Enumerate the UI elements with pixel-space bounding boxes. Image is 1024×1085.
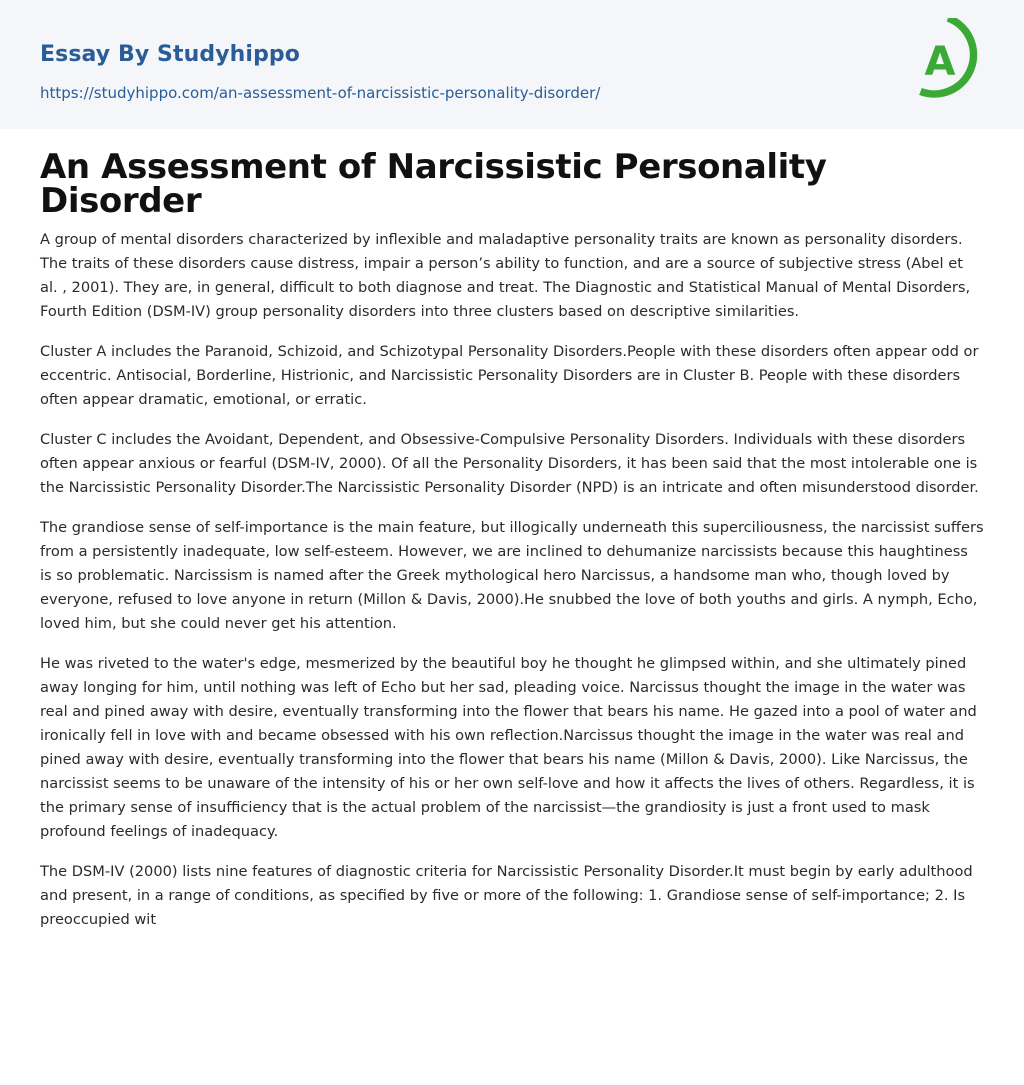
paragraph-5: He was riveted to the water's edge, mesmerized by the beautiful boy he thought he glimpsed within, and she ultimately pined away longing for him, until nothing was left of Echo but her sad, pleading voice. Narcissus thought the image in the water was real and pined away with desire, eventually transforming into the flower that bears his name. He gazed into a pool of water and ironically fell in love with and became obsessed with his own reflection.Narcissus thought the image in the water was real and pined away with desire, eventually transforming into the flower that bears his name (Millon & Davis, 2000). Like Narcissus, the narcissist seems to be unaware of the intensity of his or her own self-love and how it affects the lives of others. Regardless, it is the primary sense of insufficiency that is the actual problem of the narcissist—the grandiosity is just a front used to mask profound feelings of inadequacy.: [40, 655, 977, 840]
essay-content: [40, 147, 984, 948]
paragraph-6: The DSM-IV (2000) lists nine features of diagnostic criteria for Narcissistic Personality Disorder.It must begin by early adulthood and present, in a range of conditions, as specified by five or more of the following: 1. Grandiose sense of self-importance; 2. Is preoccupied wit: [40, 863, 973, 928]
logo-letter: A: [924, 39, 956, 85]
paragraph-4: The grandiose sense of self-importance is the main feature, but illogically underneath this superciliousness, the narcissist suffers from a persistently inadequate, low self-esteem. However, we are inclined to dehumanize narcissists because this haughtiness is so problematic. Narcissism is named after the Greek mythological hero Narcissus, a handsome man who, though loved by everyone, refused to love anyone in return (Millon & Davis, 2000).He snubbed the love of both youths and girls. A nymph, Echo, loved him, but she could never get his attention.: [40, 519, 984, 632]
paragraph-2: Cluster A includes the Paranoid, Schizoid, and Schizotypal Personality Disorders.People with these disorders often appear odd or eccentric. Antisocial, Borderline, Histrionic, and Narcissistic Personality Disorders are in Cluster B. People with these disorders often appear dramatic, emotional, or erratic.: [40, 343, 979, 408]
site-header: [0, 0, 1024, 129]
essay-url-link[interactable]: https://studyhippo.com/an-assessment-of-narcissistic-personality-disorder/: [40, 84, 601, 102]
essay-title: An Assessment of Narcissistic Personality Disorder: [40, 147, 827, 221]
studyhippo-logo-icon[interactable]: [912, 18, 988, 106]
site-brand[interactable]: Essay By Studyhippo: [40, 42, 300, 67]
paragraph-3: Cluster C includes the Avoidant, Dependent, and Obsessive-Compulsive Personality Disorders. Individuals with these disorders often appear anxious or fearful (DSM-IV, 2000). Of all the Personality Disorders, it has been said that the most intolerable one is the Narcissistic Personality Disorder.The Narcissistic Personality Disorder (NPD) is an intricate and often misunderstood disorder.: [40, 431, 979, 496]
paragraph-1: A group of mental disorders characterized by inflexible and maladaptive personality traits are known as personality disorders. The traits of these disorders cause distress, impair a person’s ability to function, and are a source of subjective stress (Abel et al. , 2001). They are, in general, difficult to both diagnose and treat. The Diagnostic and Statistical Manual of Mental Disorders, Fourth Edition (DSM-IV) group personality disorders into three clusters based on descriptive similarities.: [40, 231, 971, 320]
